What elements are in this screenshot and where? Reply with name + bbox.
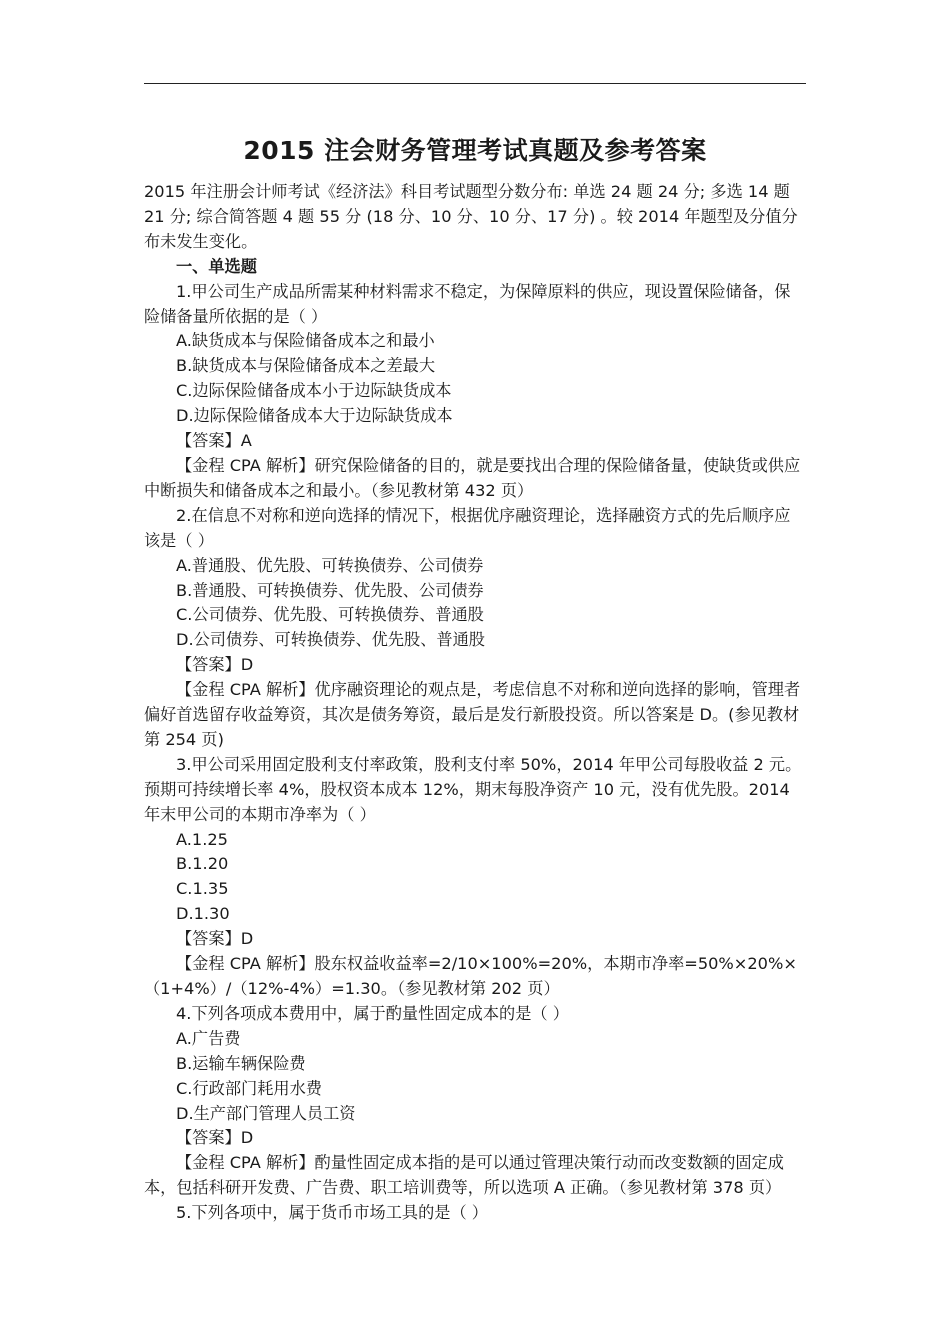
question-5: [144, 1201, 806, 1226]
question-stem: 5.下列各项中，属于货币市场工具的是（ ）: [176, 1203, 488, 1223]
option-c: C.公司债券、优先股、可转换债券、普通股: [176, 605, 484, 625]
option-d: D.公司债券、可转换债券、优先股、普通股: [176, 630, 485, 650]
option-a: A.广告费: [176, 1028, 241, 1048]
option-c: C.1.35: [176, 879, 229, 899]
option-c: C.边际保险储备成本小于边际缺货成本: [176, 381, 452, 401]
option-a: A.普通股、优先股、可转换债券、公司债券: [176, 555, 484, 575]
answer: 【答案】D: [176, 929, 254, 949]
intro-paragraph: 2015 年注册会计师考试《经济法》科目考试题型分数分布: 单选 24 题 24 分; 多选 14 题 21 分; 综合简答题 4 题 55 分 (18 分、10 分、10 分、17 分) 。较 2014 年题型及分值分布未发生变化。: [144, 182, 798, 251]
option-c: C.行政部门耗用水费: [176, 1078, 322, 1098]
document-title: 2015 注会财务管理考试真题及参考答案: [243, 136, 707, 165]
question-stem: 3.甲公司采用固定股利支付率政策，股利支付率 50%，2014 年甲公司每股收益 2 元。预期可持续增长率 4%，股权资本成本 12%，期末每股净资产 10 元，没有优先股。2014 年末甲公司的本期市净率为（ ）: [144, 754, 802, 824]
analysis: 【金程 CPA 解析】酌量性固定成本指的是可以通过管理决策行动而改变数额的固定成本，包括科研开发费、广告费、职工培训费等，所以选项 A 正确。（参见教材第 378 页）: [144, 1153, 784, 1198]
option-a: A.缺货成本与保险储备成本之和最小: [176, 331, 435, 351]
answer: 【答案】D: [176, 655, 254, 675]
question-1: [144, 280, 806, 504]
analysis: 【金程 CPA 解析】股东权益收益率=2/10×100%=20%，本期市净率=50%×20%×（1+4%）/（12%-4%）=1.30。（参见教材第 202 页）: [144, 954, 797, 998]
question-3: [144, 753, 806, 1002]
option-d: D.生产部门管理人员工资: [176, 1103, 356, 1123]
section-title: 一、单选题: [176, 256, 257, 276]
answer: 【答案】D: [176, 1128, 254, 1148]
option-d: D.边际保险储备成本大于边际缺货成本: [176, 406, 453, 426]
option-b: B.普通股、可转换债券、优先股、公司债券: [176, 580, 484, 600]
option-b: B.1.20: [176, 854, 229, 874]
analysis: 【金程 CPA 解析】研究保险储备的目的，就是要找出合理的保险储备量，使缺货或供应中断损失和储备成本之和最小。（参见教材第 432 页）: [144, 455, 801, 500]
option-b: B.运输车辆保险费: [176, 1053, 306, 1073]
header-rule: [144, 83, 806, 84]
question-stem: 1.甲公司生产成品所需某种材料需求不稳定，为保障原料的供应，现设置保险储备，保险储备量所依据的是（ ）: [144, 281, 791, 326]
option-b: B.缺货成本与保险储备成本之差最大: [176, 356, 436, 376]
answer: 【答案】A: [176, 431, 252, 451]
question-2: [144, 504, 806, 753]
document-body: [144, 132, 806, 1226]
question-stem: 2.在信息不对称和逆向选择的情况下，根据优序融资理论，选择融资方式的先后顺序应该是（ ）: [144, 505, 791, 550]
question-4: [144, 1002, 806, 1201]
option-d: D.1.30: [176, 904, 230, 924]
analysis: 【金程 CPA 解析】优序融资理论的观点是，考虑信息不对称和逆向选择的影响，管理者偏好首选留存收益筹资，其次是债务筹资，最后是发行新股投资。所以答案是 D。(参见教材第 254 页): [144, 680, 801, 749]
question-stem: 4.下列各项成本费用中，属于酌量性固定成本的是（ ）: [176, 1003, 569, 1023]
option-a: A.1.25: [176, 829, 228, 849]
